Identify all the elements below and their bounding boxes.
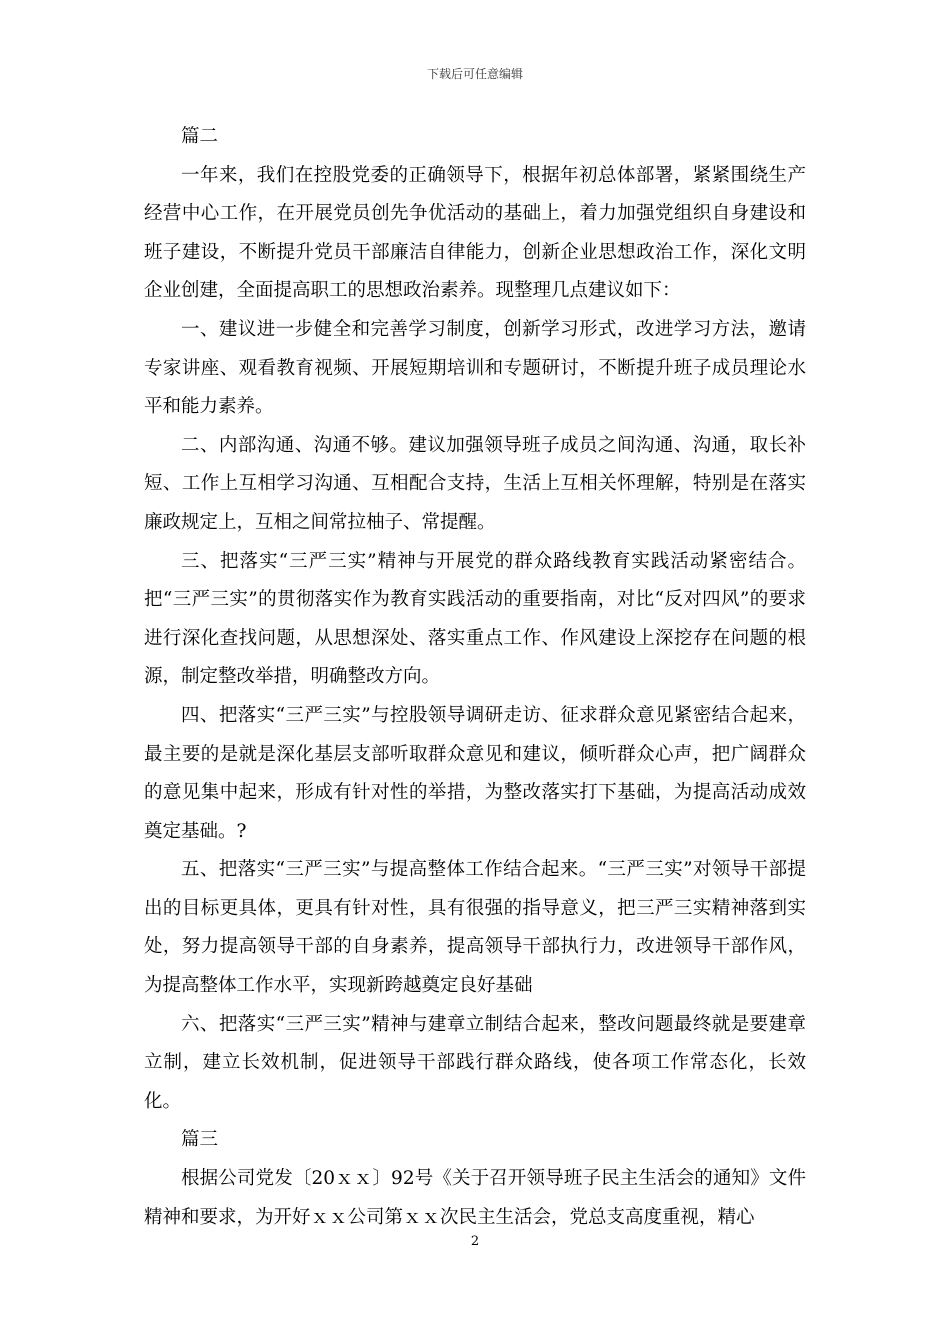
paragraph-item-6: 六、把落实“三严三实”精神与建章立制结合起来，整改问题最终就是要建章立制，建立长效机制，促进领导干部践行群众路线，使各项工作常态化，长效化。 — [144, 1013, 806, 1112]
paragraph-part-3-intro: 根据公司党发〔20ｘｘ〕92号《关于召开领导班子民主生活会的通知》文件精神和要求，为开好ｘｘ公司第ｘｘ次民主生活会，党总支高度重视，精心 — [144, 1168, 806, 1228]
paragraph-item-1: 一、建议进一步健全和完善学习制度，创新学习形式，改进学习方法，邀请专家讲座、观看教育视频、开展短期培训和专题研讨，不断提升班子成员理论水平和能力素养。 — [144, 318, 806, 418]
document-body — [144, 118, 806, 1237]
page-number: 2 — [470, 1234, 480, 1249]
paragraph-item-2: 二、内部沟通、沟通不够。建议加强领导班子成员之间沟通、沟通，取长补短、工作上互相学习沟通、互相配合支持，生活上互相关怀理解，特别是在落实廉政规定上，互相之间常拉柚子、常提醒。 — [144, 434, 806, 533]
paragraph-item-4: 四、把落实“三严三实”与控股领导调研走访、征求群众意见紧密结合起来，最主要的是就是深化基层支部听取群众意见和建议，倾听群众心声，把广阔群众的意见集中起来，形成有针对性的举措，为整改落实打下基础，为提高活动成效奠定基础。? — [144, 704, 806, 842]
paragraph-item-5: 五、把落实“三严三实”与提高整体工作结合起来。“三严三实”对领导干部提出的目标更具体，更具有针对性，具有很强的指导意义，把三严三实精神落到实处，努力提高领导干部的自身素养，提高领导干部执行力，改进领导干部作风，为提高整体工作水平，实现新跨越奠定良好基础 — [144, 859, 806, 997]
paragraph-item-3: 三、把落实“三严三实”精神与开展党的群众路线教育实践活动紧密结合。把“三严三实”的贯彻落实作为教育实践活动的重要指南，对比“反对四风”的要求进行深化查找问题，从思想深处、落实重点工作、作风建设上深挖存在问题的根源，制定整改举措，明确整改方向。 — [144, 550, 806, 688]
section-heading-part-3: 篇三 — [181, 1129, 219, 1151]
section-heading-part-2: 篇二 — [181, 126, 219, 147]
page-header-note: 下载后可任意编辑 — [426, 67, 523, 81]
paragraph-intro: 一年来，我们在控股党委的正确领导下，根据年初总体部署，紧紧围绕生产经营中心工作，在开展党员创先争优活动的基础上，着力加强党组织自身建设和班子建设，不断提升党员干部廉洁自律能力，创新企业思想政治工作，深化文明企业创建，全面提高职工的思想政治素养。现整理几点建议如下： — [144, 164, 806, 302]
